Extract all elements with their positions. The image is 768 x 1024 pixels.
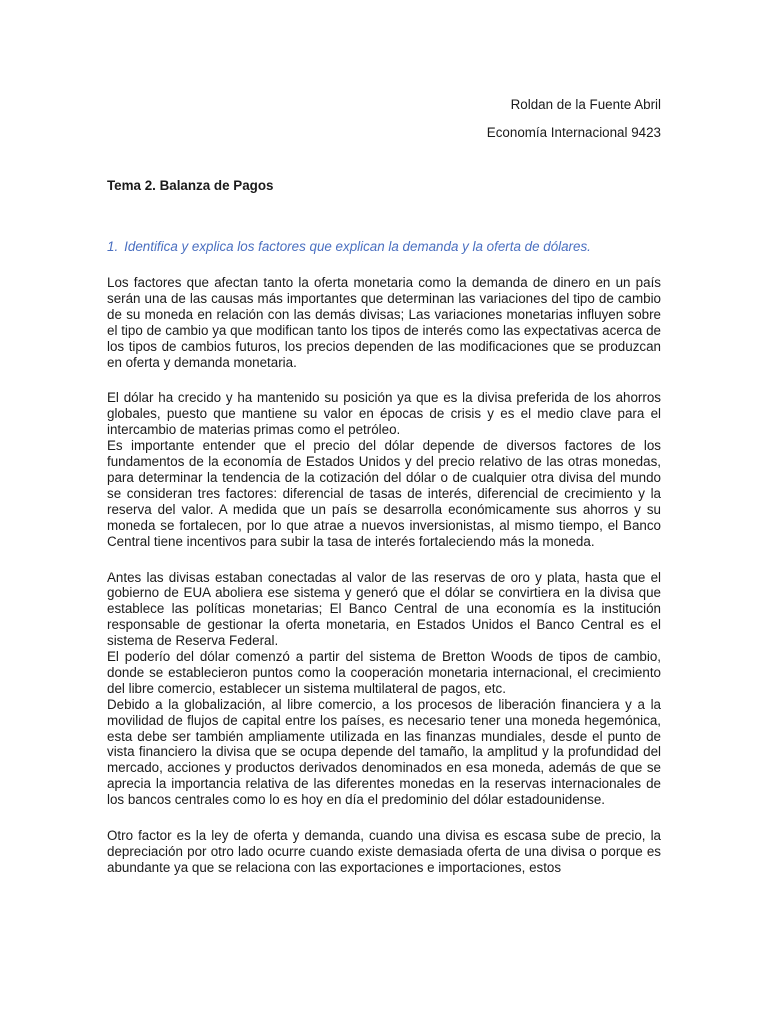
- paragraph-group: [107, 390, 661, 549]
- question-text: Identifica y explica los factores que explican la demanda y la oferta de dólares.: [124, 239, 591, 254]
- paragraph: Los factores que afectan tanto la oferta monetaria como la demanda de dinero en un país serán una de las causas más importantes que determinan las variaciones del tipo de cambio de su moneda en relación con las demás divisas; Las variaciones monetarias influyen sobre el tipo de cambio ya que modifican tanto los tipos de interés como las expectativas acerca de los tipos de cambios futuros, los precios dependen de las modificaciones que se produzcan en oferta y demanda monetaria.: [107, 275, 661, 370]
- document-body: [107, 178, 661, 896]
- question-heading: [107, 239, 661, 255]
- paragraph-group: [107, 570, 661, 809]
- document-header: [487, 91, 661, 147]
- paragraph: El dólar ha crecido y ha mantenido su posición ya que es la divisa preferida de los ahorros globales, puesto que mantiene su valor en épocas de crisis y es el medio clave para el intercambio de materias primas como el petróleo.: [107, 390, 661, 438]
- paragraph: Otro factor es la ley de oferta y demanda, cuando una divisa es escasa sube de precio, la depreciación por otro lado ocurre cuando existe demasiada oferta de una divisa o porque es abundante ya que se relaciona con las exportaciones e importaciones, estos: [107, 828, 661, 875]
- paragraph-group: [107, 828, 661, 876]
- paragraph: Es importante entender que el precio del dólar depende de diversos factores de los fundamentos de la economía de Estados Unidos y del precio relativo de las otras monedas, para determinar la tendencia de la cotización del dólar o de cualquier otra divisa del mundo se consideran tres factores: diferencial de tasas de interés, diferencial de crecimiento y la reserva del valor. A medida que un país se desarrolla económicamente sus ahorros y su moneda se fortalecen, por lo que atrae a nuevos inversionistas, al mismo tiempo, el Banco Central tiene incentivos para subir la tasa de interés fortaleciendo más la moneda.: [107, 438, 661, 549]
- paragraph: Debido a la globalización, al libre comercio, a los procesos de liberación financiera y a la movilidad de flujos de capital entre los países, es necesario tener una moneda hegemónica, esta debe ser también ampliamente utilizada en las finanzas mundiales, desde el punto de vista financiero la divisa que se ocupa depende del tamaño, la amplitud y la profundidad del mercado, acciones y productos derivados denominados en esa moneda, además de que se aprecia la importancia relativa de las diferentes monedas en la reservas internacionales de los bancos centrales como lo es hoy en día el predominio del dólar estadounidense.: [107, 696, 661, 808]
- paragraph: Antes las divisas estaban conectadas al valor de las reservas de oro y plata, hasta que el gobierno de EUA aboliera ese sistema y generó que el dólar se convirtiera en la divisa que establece las políticas monetarias; El Banco Central de una economía es la institución responsable de gestionar la oferta monetaria, en Estados Unidos el Banco Central es el sistema de Reserva Federal.: [107, 569, 661, 649]
- paragraph: El poderío del dólar comenzó a partir del sistema de Bretton Woods de tipos de cambio, donde se establecieron puntos como la cooperación monetaria internacional, el crecimiento del libre comercio, establecer un sistema multilateral de pagos, etc.: [107, 649, 661, 696]
- author-name: Roldan de la Fuente Abril: [510, 97, 661, 112]
- course-name: Economía Internacional 9423: [486, 125, 661, 140]
- paragraph-group: [107, 275, 661, 370]
- question-number: 1.: [107, 239, 119, 254]
- topic-title: Tema 2. Balanza de Pagos: [107, 178, 274, 193]
